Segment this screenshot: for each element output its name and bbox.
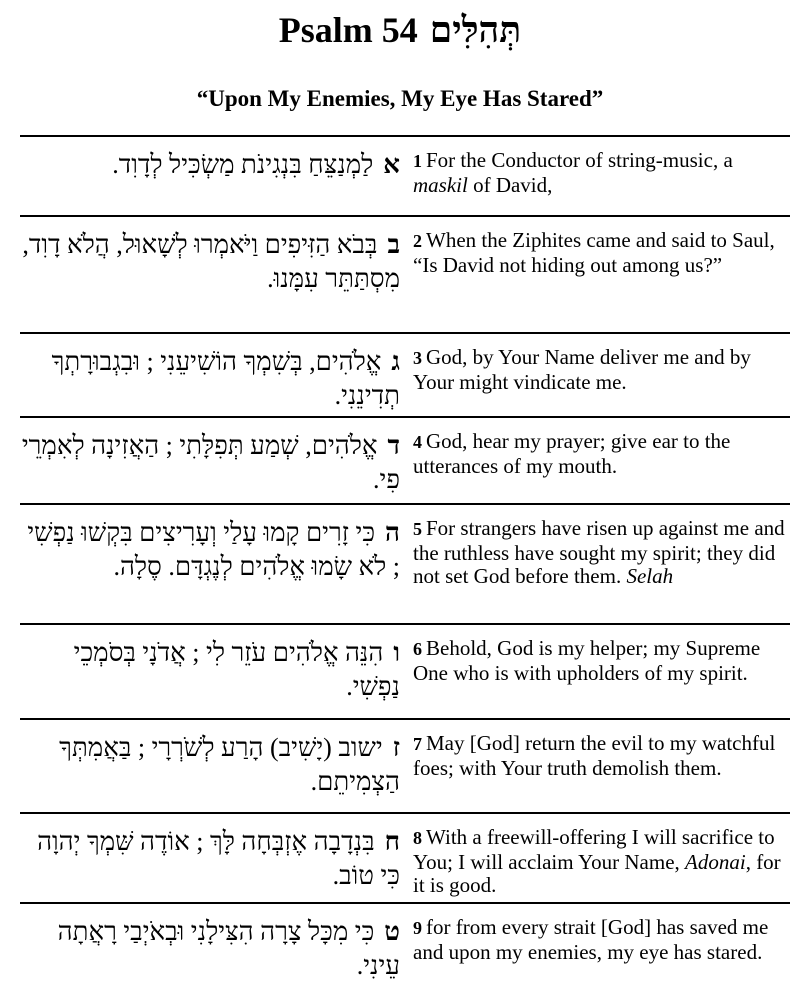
verse-number: 9 — [413, 918, 422, 938]
verse-english-text: Behold, God is my helper; my Supreme One who is with upholders of my spirit. — [413, 636, 761, 685]
verse-hebrew — [20, 825, 400, 893]
verse-english-italic: Adonai — [685, 849, 746, 874]
verse-hebrew-text: אֱלֹהִים, בְּשִׁמְךָ הוֹשִׁיעֵנִי ; וּבִגְבוּרָתְךָ תְדִינֵנִי. — [51, 347, 400, 410]
verse-hebrew-text: אֱלֹהִים, שְׁמַע תְּפִלָּתִי ; הַאֲזִינָה לְאִמְרֵי פִי. — [21, 431, 400, 494]
verse-letter: ה — [385, 518, 400, 547]
verse-english — [413, 346, 785, 394]
verse-number: 2 — [413, 231, 422, 251]
verse-letter: ד — [387, 431, 400, 460]
verse-hebrew — [20, 636, 400, 704]
row-divider — [20, 416, 790, 418]
verse-hebrew — [20, 429, 400, 497]
verse-row — [0, 135, 800, 215]
verse-row — [0, 416, 800, 503]
verse-number: 4 — [413, 432, 422, 452]
title-hebrew: תְּהִלִּים — [429, 10, 522, 50]
verse-number: 3 — [413, 348, 422, 368]
row-divider — [20, 332, 790, 334]
verse-english — [413, 637, 785, 685]
verse-hebrew — [20, 345, 400, 413]
row-divider — [20, 812, 790, 814]
verse-hebrew — [20, 516, 400, 584]
verse-english-text-end: , for it is good. — [413, 849, 781, 897]
row-divider — [20, 135, 790, 137]
title-english: Psalm 54 — [278, 10, 418, 50]
verse-hebrew-text: בְּבֹא הַזִּיפִים וַיֹּאמְרוּ לְשָׁאוּל, הֲלֹא דָוִד, מִסְתַּתֵּר עִמָּנוּ. — [22, 230, 400, 293]
verse-english-text: God, by Your Name deliver me and by Your might vindicate me. — [413, 345, 751, 394]
verse-row — [0, 332, 800, 416]
verse-english-text: When the Ziphites came and said to Saul, “Is David not hiding out among us?” — [413, 228, 775, 277]
verse-english-text: With a freewill-offering I will sacrifice to You; I will acclaim Your Name, — [413, 825, 775, 874]
verse-english-text: for from every strait [God] has saved me and upon my enemies, my eye has stared. — [413, 915, 769, 964]
verse-english-text: May [God] return the evil to my watchful foes; with Your truth demolish them. — [413, 731, 776, 780]
verse-english — [413, 732, 785, 780]
verse-number: 5 — [413, 519, 422, 539]
verse-row — [0, 812, 800, 902]
verse-english-text-end: of David, — [467, 172, 553, 197]
verse-letter: ב — [387, 230, 400, 259]
verse-hebrew — [20, 915, 400, 983]
verse-hebrew-text: הִנֵּה אֱלֹהִים עֹזֵר לִי ; אֲדֹנָי בְּסֹמְכֵי נַפְשִׁי. — [73, 638, 400, 701]
verse-hebrew-text: בִּנְדָבָה אֶזְבְּחָה לָּךְ ; אוֹדֶה שִּׁמְךָ יְהוָה כִּי טוֹב. — [37, 827, 400, 890]
verse-row — [0, 718, 800, 812]
verse-row — [0, 215, 800, 332]
row-divider — [20, 503, 790, 505]
verse-letter: ג — [391, 347, 400, 376]
verse-row — [0, 902, 800, 987]
verse-hebrew — [20, 731, 400, 799]
verse-row — [0, 623, 800, 718]
verse-english-italic: maskil — [413, 172, 468, 197]
row-divider — [20, 902, 790, 904]
verse-hebrew-text: לַמְנַצֵּחַ בִּנְגִינֹת מַשְׂכִּיל לְדָוִד. — [112, 150, 374, 179]
verse-row — [0, 503, 800, 623]
verse-letter: ו — [393, 638, 400, 667]
row-divider — [20, 215, 790, 217]
verse-english — [413, 916, 785, 964]
row-divider — [20, 623, 790, 625]
verse-hebrew — [20, 148, 400, 182]
verse-number: 1 — [413, 151, 422, 171]
verse-hebrew-text: כִּי זָרִים קָמוּ עָלַי וְעָרִיצִים בִּקְשׁוּ נַפְשִׁי ; לֹא שָׂמוּ אֱלֹהִים לְנֶגְדָּם. סֶלָה. — [27, 518, 400, 581]
page-subtitle: “Upon My Enemies, My Eye Has Stared” — [196, 86, 604, 111]
verse-english — [413, 229, 785, 277]
verse-english-text: For the Conductor of string-music, a — [426, 148, 733, 172]
verse-letter: ח — [384, 827, 400, 856]
verse-english-text: God, hear my prayer; give ear to the utterances of my mouth. — [413, 429, 731, 478]
verse-english — [413, 149, 785, 197]
verse-hebrew-text: ישוב (יָשִׁיב) הָרַע לְשֹׁרְרָי ; בַּאֲמִתְּךָ הַצְמִיתֵם. — [59, 733, 400, 796]
verse-english — [413, 430, 785, 478]
page-title — [0, 8, 800, 52]
verse-hebrew — [20, 228, 400, 296]
verse-number: 6 — [413, 639, 422, 659]
verse-hebrew-text: כִּי מִכָּל צָרָה הִצִּילָנִי וּבְאֹיְבַי רָאֲתָה עֵינִי. — [57, 917, 400, 980]
verse-letter: ט — [384, 917, 400, 946]
verse-english — [413, 826, 785, 898]
verse-number: 7 — [413, 734, 422, 754]
verse-english — [413, 517, 785, 589]
verse-english-italic: Selah — [626, 564, 674, 588]
verse-letter: ז — [392, 733, 400, 762]
verse-letter: א — [383, 150, 400, 179]
row-divider — [20, 718, 790, 720]
verse-number: 8 — [413, 828, 422, 848]
verse-english-text: For strangers have risen up against me and the ruthless have sought my spirit; they did not set God before them. — [413, 516, 785, 588]
